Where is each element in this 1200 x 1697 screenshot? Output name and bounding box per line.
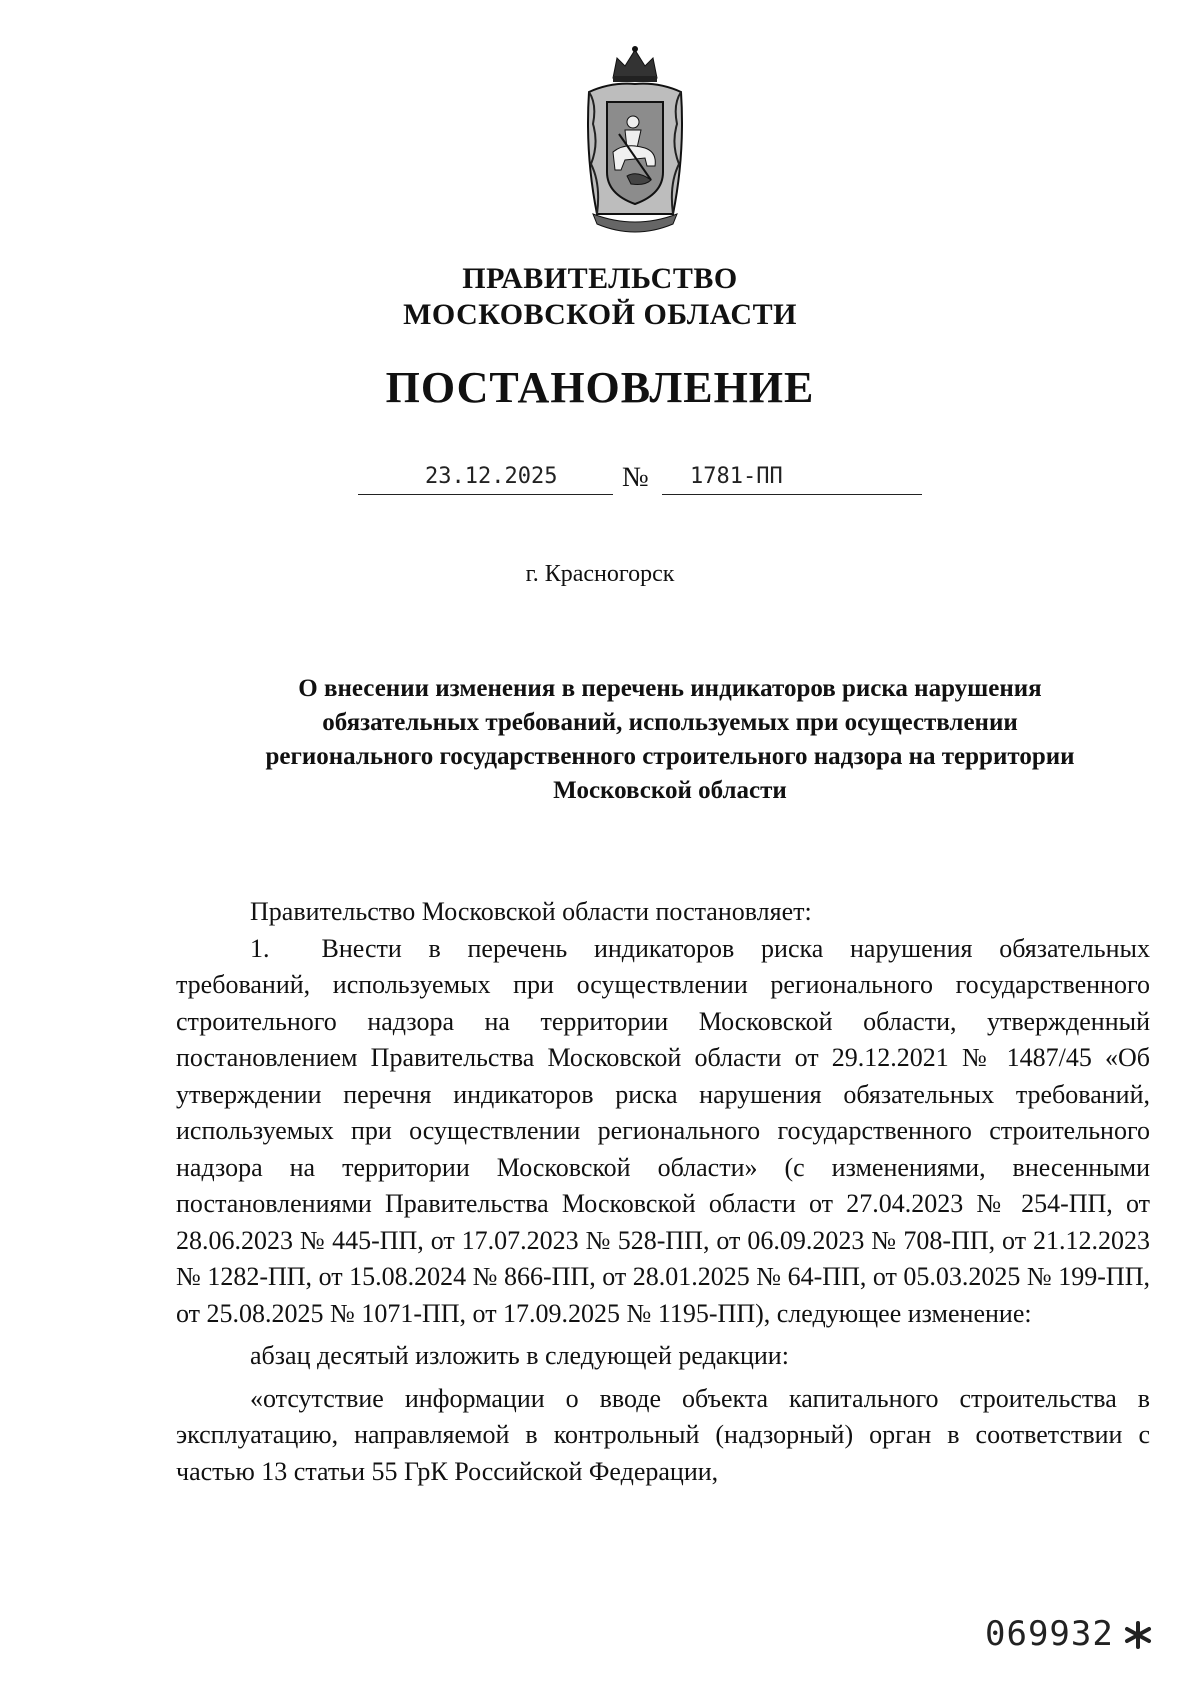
issue-city: г. Красногорск bbox=[525, 561, 675, 587]
date-underline bbox=[358, 494, 613, 495]
decree-number: 1781-ПП bbox=[690, 464, 783, 489]
subject-line: Московской области bbox=[553, 777, 787, 804]
item-1-number: 1. bbox=[250, 933, 270, 963]
item-1-paragraph bbox=[176, 931, 1150, 1333]
number-sign: № bbox=[622, 462, 649, 493]
paragraph-new-wording: «отсутствие информации о вводе объекта капитального строительства в эксплуатацию, направляемой в контрольный (надзорный) орган в соответствии с частью 13 статьи 55 ГрК Российской Федерации, bbox=[176, 1383, 1150, 1486]
coat-of-arms-emblem bbox=[575, 44, 695, 244]
document-type-heading: ПОСТАНОВЛЕНИЕ bbox=[385, 363, 815, 412]
document-serial-number: 069932 bbox=[985, 1614, 1114, 1654]
subject-line: обязательных требований, используемых при осуществлении bbox=[322, 709, 1018, 736]
registration-row bbox=[0, 458, 1200, 498]
government-title-line2: МОСКОВСКОЙ ОБЛАСТИ bbox=[403, 298, 797, 331]
decree-date: 23.12.2025 bbox=[425, 464, 558, 489]
asterisk-mark-icon bbox=[1123, 1620, 1153, 1650]
subject-line: О внесении изменения в перечень индикаторов риска нарушения bbox=[298, 675, 1042, 702]
decree-subject bbox=[190, 672, 1150, 808]
government-title-line1: ПРАВИТЕЛЬСТВО bbox=[462, 262, 738, 295]
preamble: Правительство Московской области постановляет: bbox=[250, 897, 812, 926]
paragraph-edit-instruction: абзац десятый изложить в следующей редакции: bbox=[250, 1341, 789, 1370]
number-underline bbox=[662, 494, 922, 495]
item-1-text: Внести в перечень индикаторов риска нарушения обязательных требований, используемых при осуществлении регионального государственного строительного надзора на территории Московской области, утвержденный постановлением Правительства Московской области от 29.12.2021 № 1487/45 «Об утверждении перечня индикаторов риска нарушения обязательных требований, используемых при осуществлении регионального государственного строительного надзора на территории Московской области» (с изменениями, внесенными постановлениями Правительства Московской области от 27.04.2023 № 254-ПП, от 28.06.2023 № 445-ПП, от 17.07.2023 № 528-ПП, от 06.09.2023 № 708-ПП, от 21.12.2023 № 1282-ПП, от 15.08.2024 № 866-ПП, от 28.01.2025 № 64-ПП, от 05.03.2025 № 199-ПП, от 25.08.2025 № 1071-ПП, от 17.09.2025 № 1195-ПП), следующее изменение: bbox=[176, 933, 1150, 1328]
subject-line: регионального государственного строительного надзора на территории bbox=[265, 743, 1075, 770]
decree-body bbox=[176, 894, 1150, 1490]
